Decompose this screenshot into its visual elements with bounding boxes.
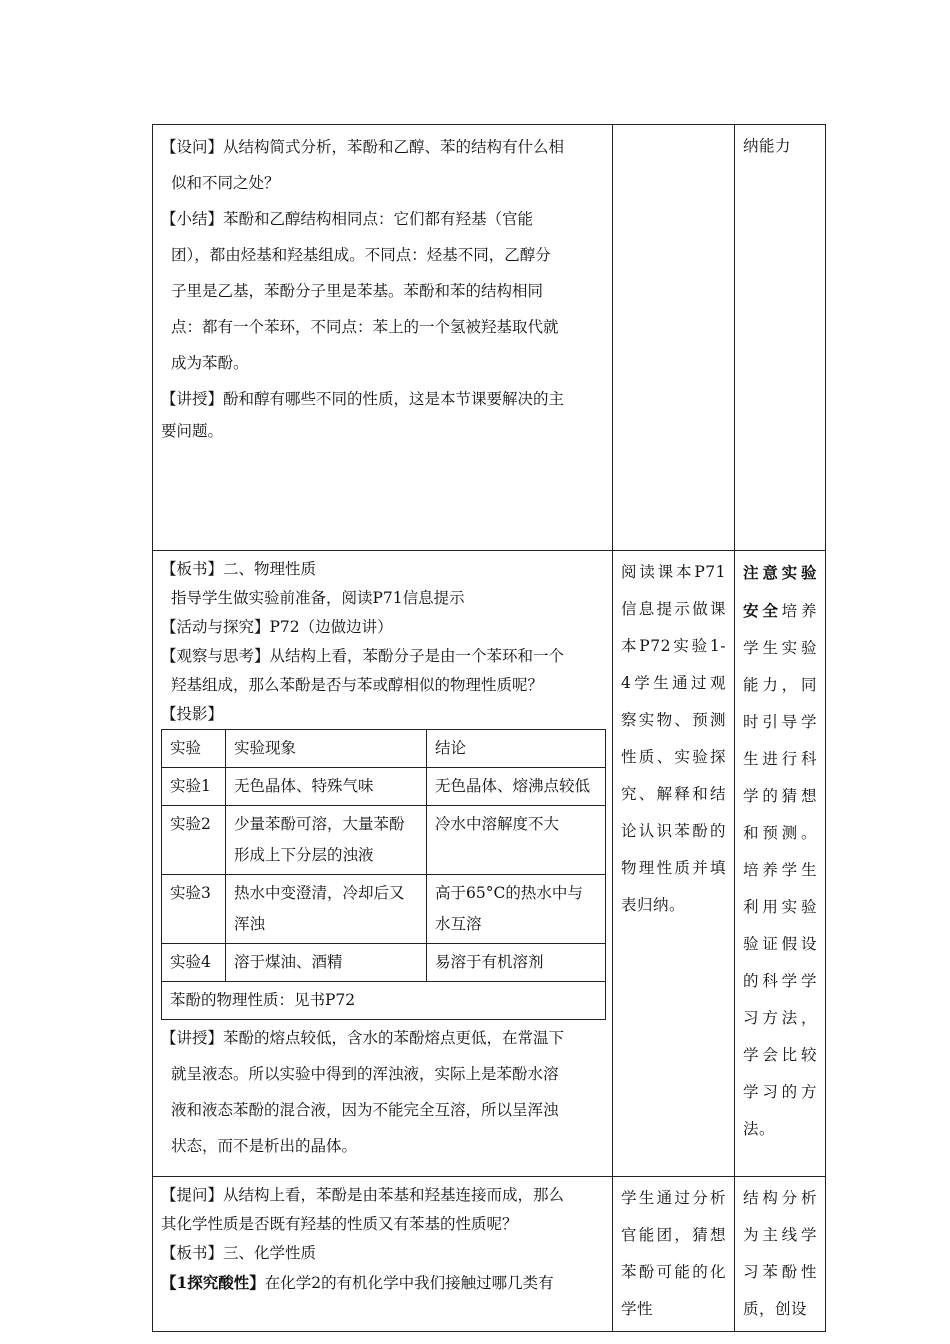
table-cell: 冷水中溶解度不大 xyxy=(427,806,606,875)
table-cell: 实验2 xyxy=(162,806,226,875)
text-line: 【提问】从结构上看，苯酚是由苯基和羟基连接而成，那么 xyxy=(161,1186,565,1204)
text-line: 点：都有一个苯环，不同点：苯上的一个氢被羟基取代就 xyxy=(171,318,559,336)
table-cell: 无色晶体、特殊气味 xyxy=(226,768,427,806)
header-cell: 结论 xyxy=(427,730,606,768)
text-line: 指导学生做实验前准备，阅读P71信息提示 xyxy=(171,589,465,607)
table-row xyxy=(162,806,606,875)
text-span: 在化学2的有机化学中我们接触过哪几类有 xyxy=(264,1274,554,1292)
student-activity-cell xyxy=(613,125,735,551)
text-line: 子里是乙基，苯酚分子里是苯基。苯酚和苯的结构相同 xyxy=(171,282,544,300)
table-header-row xyxy=(162,730,606,768)
header-cell: 实验 xyxy=(162,730,226,768)
text-line: 其化学性质是否既有羟基的性质又有苯基的性质呢？ xyxy=(161,1215,518,1233)
design-intent-text: 纳能力 xyxy=(743,137,792,155)
text-line: 【板书】三、化学性质 xyxy=(161,1244,317,1262)
text-line: 【讲授】酚和醇有哪些不同的性质，这是本节课要解决的主 xyxy=(161,390,565,408)
student-activity-text xyxy=(613,125,734,131)
table-footer-cell: 苯酚的物理性质：见书P72 xyxy=(162,982,606,1020)
design-intent-cell xyxy=(735,125,826,551)
table-cell: 无色晶体、熔沸点较低 xyxy=(427,768,606,806)
table-cell: 少量苯酚可溶，大量苯酚形成上下分层的浊液 xyxy=(226,806,427,875)
text-line: 液和液态苯酚的混合液，因为不能完全互溶，所以呈浑浊 xyxy=(171,1101,559,1119)
table-footer-row xyxy=(162,982,606,1020)
text-line: 团），都由烃基和羟基组成。不同点：烃基不同，乙醇分 xyxy=(171,246,551,264)
text-line: 成为苯酚。 xyxy=(171,354,249,372)
safety-note: 注意实验安全 xyxy=(743,563,817,620)
design-intent-text: 培养学生实验能力，同时引导学生进行科学的猜想和预测。培养学生利用实验验证假设的科学学习方法，学会比较学习的方法。 xyxy=(743,602,817,1138)
header-cell: 实验现象 xyxy=(226,730,427,768)
table-cell: 实验4 xyxy=(162,944,226,982)
text-line: 状态，而不是析出的晶体。 xyxy=(171,1137,358,1155)
table-cell: 实验3 xyxy=(162,875,226,944)
teaching-content-cell xyxy=(153,1177,613,1332)
text-line: 【讲授】苯酚的熔点较低，含水的苯酚熔点更低，在常温下 xyxy=(161,1029,565,1047)
text-line: 【设问】从结构简式分析，苯酚和乙醇、苯的结构有什么相 xyxy=(161,138,565,156)
text-line: 【小结】苯酚和乙醇结构相同点：它们都有羟基（官能 xyxy=(161,210,534,228)
student-activity-text: 学生通过分析官能团，猜想苯酚可能的化学性 xyxy=(621,1189,726,1318)
table-cell: 热水中变澄清，冷却后又浑浊 xyxy=(226,875,427,944)
table-cell: 高于65°C的热水中与水互溶 xyxy=(427,875,606,944)
student-activity-cell xyxy=(613,551,735,1177)
design-intent-cell xyxy=(735,1177,826,1332)
text-line: 羟基组成，那么苯酚是否与苯或醇相似的物理性质呢？ xyxy=(171,676,544,694)
experiment-table xyxy=(161,729,606,1020)
table-row xyxy=(153,125,826,551)
section-heading: 【1探究酸性】 xyxy=(161,1273,265,1292)
text-line: 要问题。 xyxy=(161,422,224,440)
design-intent-cell xyxy=(735,551,826,1177)
text-line: 【板书】二、物理性质 xyxy=(161,560,317,578)
text-line: 似和不同之处？ xyxy=(171,174,280,192)
table-row xyxy=(162,875,606,944)
teaching-content-cell xyxy=(153,125,613,551)
table-cell: 实验1 xyxy=(162,768,226,806)
student-activity-cell xyxy=(613,1177,735,1332)
table-cell: 溶于煤油、酒精 xyxy=(226,944,427,982)
table-cell: 易溶于有机溶剂 xyxy=(427,944,606,982)
lesson-plan-table xyxy=(152,124,826,1332)
text-line xyxy=(161,1268,604,1298)
text-line: 【投影】 xyxy=(161,705,224,723)
table-row xyxy=(162,768,606,806)
design-intent-text: 结构分析为主线学习苯酚性质，创设 xyxy=(743,1189,817,1318)
text-line: 【活动与探究】P72（边做边讲） xyxy=(161,618,393,636)
table-row xyxy=(153,551,826,1177)
table-row xyxy=(162,944,606,982)
text-line: 【观察与思考】从结构上看，苯酚分子是由一个苯环和一个 xyxy=(161,647,565,665)
text-line: 就呈液态。所以实验中得到的浑浊液，实际上是苯酚水溶 xyxy=(171,1065,559,1083)
student-activity-text: 阅读课本P71信息提示做课本P72实验1-4学生通过观察实物、预测性质、实验探究、解释和结论认识苯酚的物理性质并填表归纳。 xyxy=(621,563,726,914)
table-row xyxy=(153,1177,826,1332)
teaching-content-cell xyxy=(153,551,613,1177)
